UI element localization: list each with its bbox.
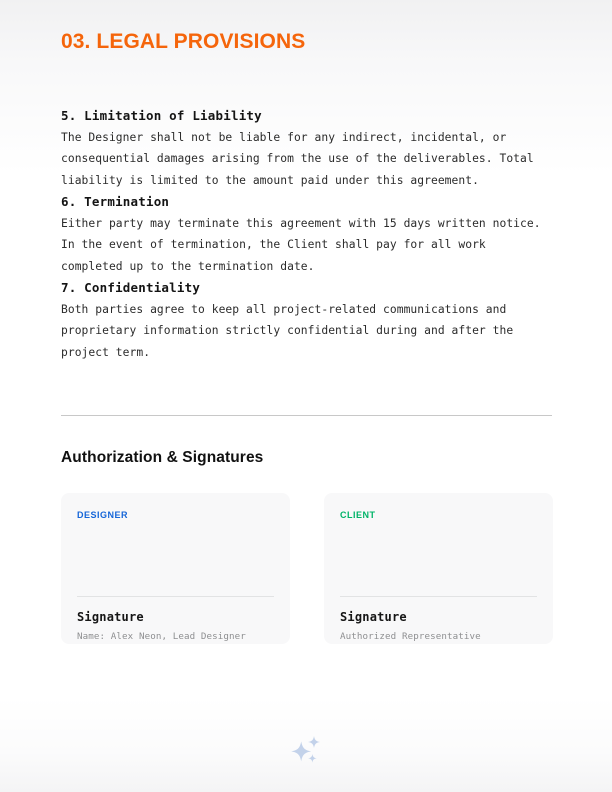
clause-body: Either party may terminate this agreement with 15 days written notice. In the event of termination, the Client shall pay for all work completed up to the termination date.: [61, 216, 541, 273]
clause-heading: 7. Confidentiality: [61, 280, 201, 295]
signature-word-label: Signature: [77, 610, 144, 624]
clause-body: Both parties agree to keep all project-related communications and proprietary information strictly confidential during and after the project term.: [61, 302, 514, 359]
page-content: [61, 0, 552, 644]
signature-drawing-area[interactable]: [340, 521, 537, 596]
signature-card-label: DESIGNER: [77, 510, 129, 520]
clause-item: [61, 277, 552, 363]
signature-name-line: Name: Alex Neon, Lead Designer: [77, 631, 246, 642]
legal-clauses-list: [61, 105, 552, 363]
signature-rule: [77, 596, 274, 597]
signature-rule: [340, 596, 537, 597]
signature-name-line: Authorized Representative: [340, 631, 481, 642]
signature-drawing-area[interactable]: [77, 521, 274, 596]
signatures-section-title: Authorization & Signatures: [61, 449, 264, 466]
signature-card-client[interactable]: [324, 493, 553, 644]
signature-card-label: CLIENT: [340, 510, 376, 520]
sparkles-icon: [288, 733, 324, 769]
signature-card-designer[interactable]: [61, 493, 290, 644]
clause-heading: 6. Termination: [61, 194, 170, 209]
page-title: 03. LEGAL PROVISIONS: [61, 30, 306, 53]
clause-heading: 5. Limitation of Liability: [61, 108, 262, 123]
signature-word-label: Signature: [340, 610, 407, 624]
clause-body: The Designer shall not be liable for any indirect, incidental, or consequential damages arising from the use of the deliverables. Total liability is limited to the amount paid under this agreement.: [61, 130, 534, 187]
clause-item: [61, 191, 552, 277]
signature-cards: [61, 493, 552, 644]
footer-mark: [0, 733, 612, 769]
clause-item: [61, 105, 552, 191]
